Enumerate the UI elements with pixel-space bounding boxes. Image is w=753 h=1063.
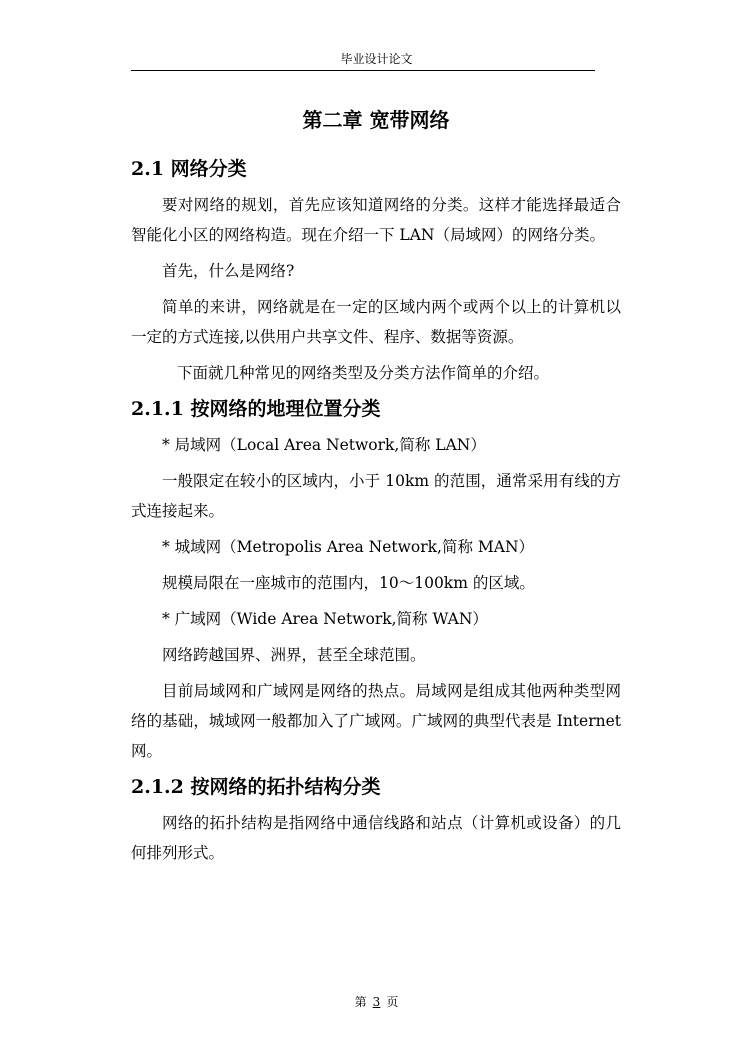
section-heading-2-1-2: 2.1.2 按网络的拓扑结构分类 (131, 776, 381, 798)
footer-prefix: 第 (354, 995, 367, 1009)
section-heading-2-1-1: 2.1.1 按网络的地理位置分类 (131, 398, 381, 420)
paragraph: 网络跨越国界、洲界，甚至全球范围。 (162, 646, 426, 664)
list-item-wan: * 广域网（Wide Area Network,简称 WAN） (162, 610, 488, 628)
paragraph: 要对网络的规划，首先应该知道网络的分类。这样才能选择最适合智能化小区的网络构造。现在介绍一下 LAN（局域网）的网络分类。 (131, 196, 621, 244)
list-item-lan: * 局域网（Local Area Network,简称 LAN） (162, 436, 486, 454)
footer-suffix: 页 (386, 995, 399, 1009)
paragraph: 简单的来讲，网络就是在一定的区域内两个或两个以上的计算机以一定的方式连接,以供用户共享文件、程序、数据等资源。 (131, 298, 621, 346)
paragraph: 网络的拓扑结构是指网络中通信线路和站点（计算机或设备）的几何排列形式。 (131, 814, 621, 862)
page-body (131, 104, 621, 874)
paragraph: 下面就几种常见的网络类型及分类方法作简单的介绍。 (177, 364, 550, 382)
page-footer (0, 993, 753, 1010)
paragraph: 一般限定在较小的区域内，小于 10km 的范围，通常采用有线的方式连接起来。 (131, 472, 621, 520)
chapter-title: 第二章 宽带网络 (302, 108, 450, 132)
header-rule (131, 70, 595, 71)
page-number: 3 (372, 995, 381, 1009)
list-item-man: * 城域网（Metropolis Area Network,简称 MAN） (162, 538, 535, 556)
header-title: 毕业设计论文 (340, 52, 413, 66)
paragraph: 目前局域网和广域网是网络的热点。局域网是组成其他两种类型网络的基础，城域网一般都加入了广域网。广域网的典型代表是 Internet 网。 (131, 682, 621, 760)
paragraph: 规模局限在一座城市的范围内，10～100km 的区域。 (162, 574, 535, 592)
page-header (0, 50, 753, 67)
section-heading-2-1: 2.1 网络分类 (131, 158, 247, 180)
paragraph: 首先，什么是网络? (162, 262, 295, 280)
